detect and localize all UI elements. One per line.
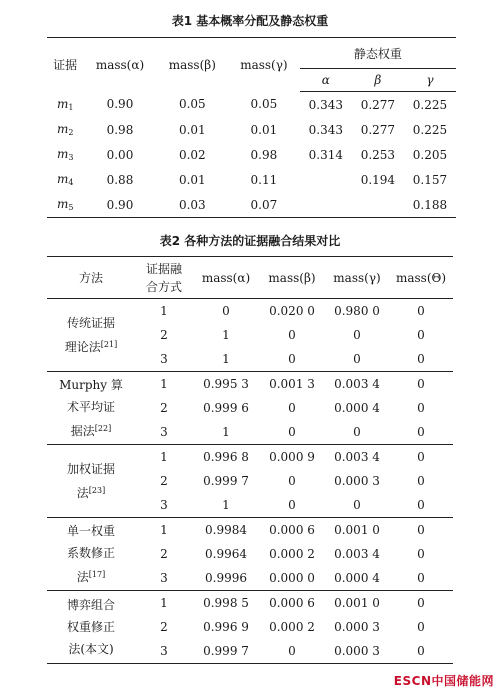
method-name-line: 据法 [70, 424, 95, 438]
weight-alpha-cell: 0.343 [308, 122, 343, 137]
method-name-line: 权重修正 [66, 620, 115, 634]
mass-beta-cell: 0.001 3 [259, 372, 325, 397]
mass-gamma-cell: 0.000 4 [334, 571, 380, 585]
mass-gamma-cell: 0.001 0 [325, 591, 389, 616]
table1-body [47, 92, 456, 218]
mass-gamma-cell: 0.98 [250, 147, 278, 162]
evidence-symbol: m [56, 197, 69, 211]
mass-gamma-cell: 0.980 0 [334, 304, 380, 318]
fusion-mode-cell: 2 [160, 474, 168, 488]
mass-theta-cell: 0 [417, 328, 425, 342]
header-method: 方法 [47, 257, 135, 299]
evidence-symbol: m [56, 172, 69, 186]
table-row [47, 192, 456, 218]
mass-beta-cell: 0 [288, 352, 296, 366]
mass-alpha-cell: 1 [222, 352, 230, 366]
mass-gamma-cell: 0.000 3 [334, 474, 380, 488]
method-cell [47, 518, 135, 591]
table1-caption: 表1 基本概率分配及静态权重 [171, 14, 329, 28]
evidence-cell [47, 92, 83, 118]
header-fusion-mode [135, 257, 193, 299]
mass-alpha-cell: 0.88 [106, 172, 134, 187]
evidence-symbol: m [56, 122, 69, 136]
evidence-cell [47, 117, 83, 142]
mass-gamma-cell: 0 [353, 352, 361, 366]
method-cell [47, 445, 135, 518]
mass-beta-cell: 0.000 2 [269, 547, 315, 561]
mass-beta-cell: 0.02 [178, 147, 206, 162]
mass-gamma-cell: 0.003 4 [325, 445, 389, 470]
mass-beta-cell: 0 [288, 425, 296, 439]
table2-body [47, 299, 453, 664]
table2-caption: 表2 各种方法的证据融合结果对比 [159, 234, 341, 248]
fusion-mode-cell: 2 [160, 401, 168, 415]
mass-alpha-cell: 0 [222, 304, 230, 318]
mass-beta-cell: 0.020 0 [269, 304, 315, 318]
fusion-mode-cell: 3 [160, 352, 168, 366]
fusion-mode-cell: 1 [135, 445, 193, 470]
mass-theta-cell: 0 [389, 445, 453, 470]
evidence-subscript: 2 [68, 128, 74, 137]
mass-alpha-cell: 0.999 7 [203, 644, 249, 658]
mass-beta-cell: 0.000 2 [269, 620, 315, 634]
fusion-mode-cell: 1 [160, 304, 168, 318]
mass-beta-cell: 0.05 [178, 97, 206, 112]
header-mass-alpha: mass(α) [193, 257, 259, 299]
weight-alpha-cell: 0.343 [308, 97, 343, 112]
mass-theta-cell: 0 [417, 644, 425, 658]
table1 [47, 37, 456, 218]
mass-alpha-cell: 1 [222, 328, 230, 342]
weight-beta-cell [352, 192, 404, 218]
fusion-mode-cell: 2 [160, 328, 168, 342]
mass-gamma-cell: 0.07 [250, 197, 278, 212]
escn-logo: ESCN中国储能网 [393, 674, 494, 688]
method-name-line: 加权证据 [66, 462, 115, 476]
table-row [47, 167, 456, 192]
evidence-cell [47, 192, 83, 218]
mass-alpha-cell: 0.98 [106, 122, 134, 137]
mass-beta-cell: 0 [288, 474, 296, 488]
evidence-subscript: 3 [68, 153, 74, 162]
header-fusion-line1: 证据融 [145, 261, 182, 276]
weight-gamma-cell: 0.225 [412, 122, 448, 137]
mass-gamma-cell: 0.003 4 [334, 547, 380, 561]
mass-theta-cell: 0 [417, 425, 425, 439]
method-cell [47, 372, 135, 445]
evidence-subscript: 4 [68, 178, 74, 187]
mass-beta-cell: 0.000 6 [259, 591, 325, 616]
mass-alpha-cell: 0.995 3 [193, 372, 259, 397]
mass-beta-cell: 0.000 0 [269, 571, 315, 585]
mass-theta-cell: 0 [417, 620, 425, 634]
mass-theta-cell: 0 [389, 591, 453, 616]
mass-alpha-cell: 0.999 6 [203, 401, 249, 415]
weight-alpha-cell [300, 192, 352, 218]
mass-theta-cell: 0 [417, 401, 425, 415]
mass-alpha-cell: 0.998 5 [193, 591, 259, 616]
header-weight-alpha: α [300, 69, 352, 92]
reference-marker: [17] [88, 570, 106, 579]
table-row [47, 117, 456, 142]
mass-beta-cell: 0.01 [178, 172, 206, 187]
header-fusion-line2: 合方式 [145, 279, 182, 294]
reference-marker: [22] [94, 424, 112, 433]
method-cell [47, 299, 135, 372]
weight-beta-cell: 0.194 [360, 172, 396, 187]
mass-alpha-cell: 0.9964 [205, 547, 247, 561]
evidence-cell [47, 142, 83, 167]
fusion-mode-cell: 2 [160, 620, 168, 634]
mass-gamma-cell: 0.000 3 [334, 620, 380, 634]
mass-gamma-cell: 0.000 3 [334, 644, 380, 658]
table2 [47, 256, 453, 664]
reference-marker: [23] [88, 486, 106, 495]
mass-beta-cell: 0.03 [178, 197, 206, 212]
method-name-line: 单一权重 [66, 524, 115, 538]
weight-beta-cell: 0.253 [360, 147, 396, 162]
mass-beta-cell: 0 [288, 498, 296, 512]
mass-theta-cell: 0 [417, 304, 425, 318]
header-mass-theta: mass(Θ) [389, 257, 453, 299]
mass-theta-cell: 0 [417, 352, 425, 366]
weight-beta-cell: 0.277 [360, 97, 396, 112]
mass-beta-cell: 0 [288, 328, 296, 342]
method-name-line: 博弈组合 [66, 598, 115, 612]
mass-alpha-cell: 0.996 8 [193, 445, 259, 470]
table-row [47, 591, 453, 616]
evidence-subscript: 1 [68, 102, 74, 112]
method-name-line: 理论法 [64, 340, 101, 354]
mass-gamma-cell: 0.01 [250, 122, 278, 137]
evidence-subscript: 5 [68, 203, 74, 212]
header-weight-beta: β [352, 69, 404, 92]
mass-theta-cell: 0 [417, 571, 425, 585]
table-row [47, 518, 453, 543]
method-name-line: 法(本文) [68, 642, 114, 656]
mass-beta-cell: 0 [288, 401, 296, 415]
mass-alpha-cell: 0.9996 [205, 571, 247, 585]
table-row [47, 372, 453, 397]
weight-gamma-cell: 0.188 [412, 197, 448, 212]
mass-gamma-cell: 0.000 4 [334, 401, 380, 415]
mass-alpha-cell: 0.996 9 [203, 620, 249, 634]
mass-alpha-cell: 0.90 [106, 97, 134, 112]
header-mass-beta: mass(β) [168, 57, 216, 72]
header-static-weight: 静态权重 [300, 38, 456, 69]
mass-gamma-cell: 0.11 [250, 172, 278, 187]
fusion-mode-cell: 3 [160, 571, 168, 585]
table-row [47, 92, 456, 118]
header-weight-gamma: γ [404, 69, 456, 92]
method-name-line: 术平均证 [66, 400, 115, 414]
mass-gamma-cell: 0 [353, 328, 361, 342]
mass-gamma-cell: 0 [353, 425, 361, 439]
header-mass-gamma: mass(γ) [325, 257, 389, 299]
mass-theta-cell: 0 [417, 498, 425, 512]
mass-gamma-cell: 0.05 [250, 97, 278, 112]
mass-alpha-cell: 0.90 [106, 197, 134, 212]
mass-beta-cell: 0.000 6 [259, 518, 325, 543]
table-row [47, 445, 453, 470]
table-row [47, 142, 456, 167]
method-name-line: 法 [76, 570, 89, 584]
mass-theta-cell: 0 [417, 474, 425, 488]
header-evidence: 证据 [53, 58, 78, 73]
header-mass-gamma: mass(γ) [240, 57, 288, 72]
weight-gamma-cell: 0.157 [412, 172, 448, 187]
method-name-line: 法 [76, 486, 89, 500]
mass-alpha-cell: 0.999 7 [203, 474, 249, 488]
mass-gamma-cell: 0 [353, 498, 361, 512]
mass-gamma-cell: 0.003 4 [325, 372, 389, 397]
mass-alpha-cell: 1 [222, 425, 230, 439]
table-row [47, 299, 453, 324]
weight-alpha-cell: 0.314 [308, 147, 343, 162]
mass-alpha-cell: 0.00 [106, 147, 134, 162]
fusion-mode-cell: 1 [135, 372, 193, 397]
evidence-symbol: m [56, 147, 69, 161]
weight-gamma-cell: 0.205 [412, 147, 448, 162]
header-mass-alpha: mass(α) [95, 57, 145, 72]
fusion-mode-cell: 1 [135, 591, 193, 616]
header-mass-beta: mass(β) [259, 257, 325, 299]
mass-beta-cell: 0 [288, 644, 296, 658]
method-name-line: 系数修正 [66, 546, 115, 560]
mass-gamma-cell: 0.001 0 [325, 518, 389, 543]
fusion-mode-cell: 3 [160, 498, 168, 512]
weight-gamma-cell: 0.225 [412, 97, 448, 112]
fusion-mode-cell: 2 [160, 547, 168, 561]
mass-theta-cell: 0 [389, 518, 453, 543]
method-name-line: 传统证据 [66, 316, 115, 330]
evidence-cell [47, 167, 83, 192]
fusion-mode-cell: 3 [160, 644, 168, 658]
reference-marker: [21] [100, 340, 118, 349]
mass-theta-cell: 0 [417, 547, 425, 561]
evidence-symbol: m [56, 96, 69, 111]
method-name-line: Murphy 算 [59, 378, 123, 392]
mass-theta-cell: 0 [389, 372, 453, 397]
mass-beta-cell: 0.01 [178, 122, 206, 137]
mass-alpha-cell: 0.9984 [193, 518, 259, 543]
fusion-mode-cell: 3 [160, 425, 168, 439]
weight-beta-cell: 0.277 [360, 122, 396, 137]
mass-alpha-cell: 1 [222, 498, 230, 512]
weight-alpha-cell [300, 167, 352, 192]
fusion-mode-cell: 1 [135, 518, 193, 543]
mass-beta-cell: 0.000 9 [259, 445, 325, 470]
method-cell [47, 591, 135, 664]
